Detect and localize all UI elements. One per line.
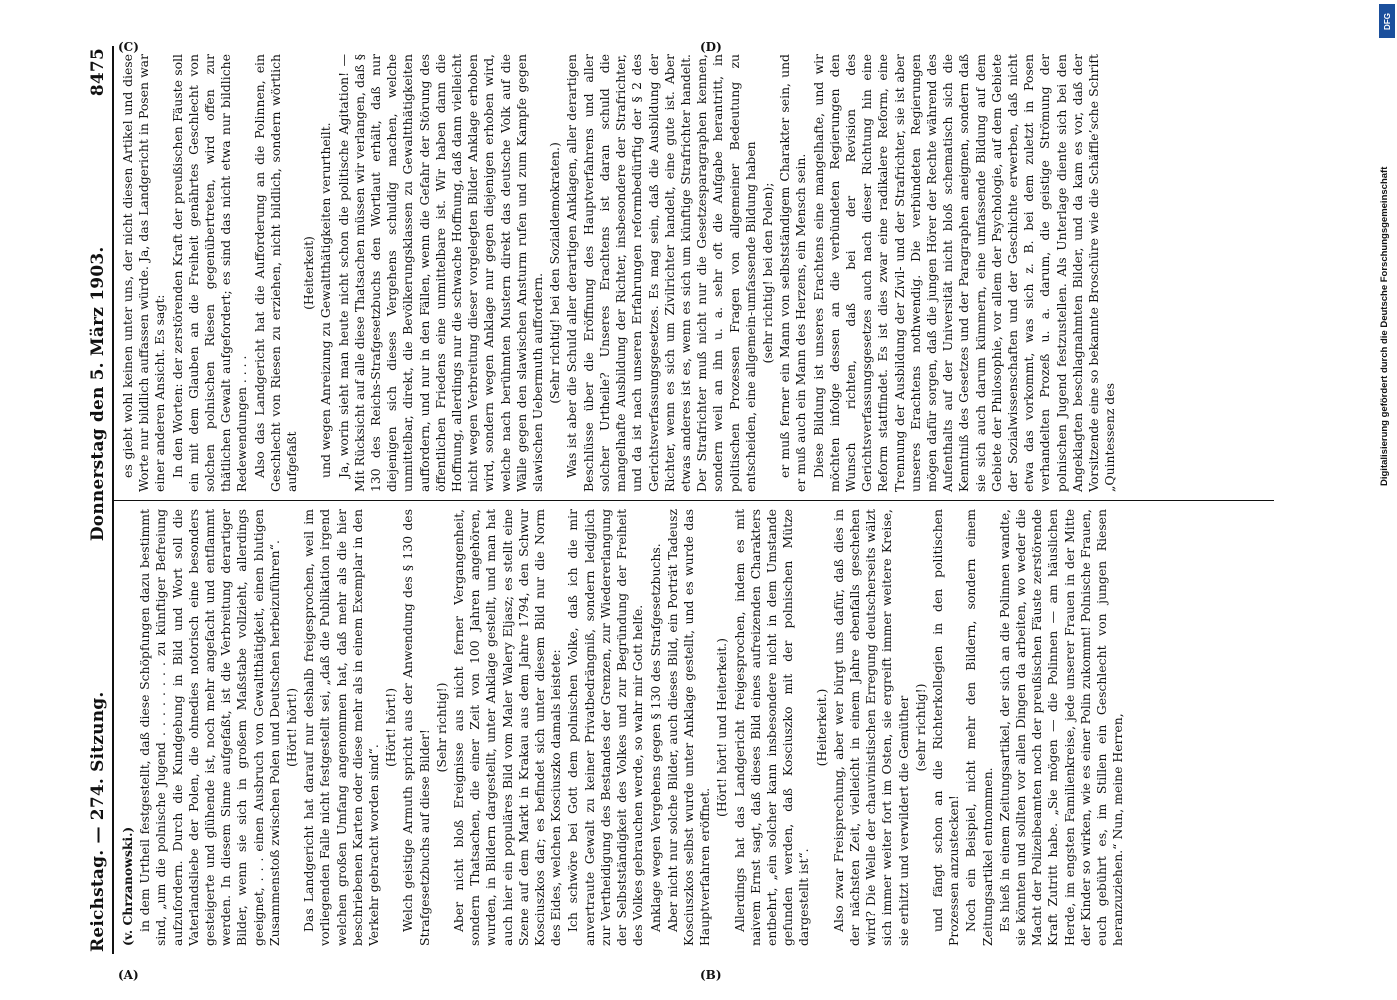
paragraph: und fängt schon an die Richterkollegien in den politischen Prozessen anzustecken! <box>929 509 962 946</box>
interjection: (sehr richtig! bei den Polen); <box>759 182 775 364</box>
interjection: (Hört! hört!) <box>383 687 399 768</box>
interjection: (Heiterkeit) <box>301 236 317 310</box>
paragraph: Das Landgericht hat darauf nur deshalb freigesprochen, weil im vorliegenden Falle nicht festgestellt sei, „daß die Publikation irgend welchen großen Umfang angenommen hat, daß mehr als die hier beschriebenen Karten oder diese mehr als in einem Exemplar in den Verkehr gebracht worden sind“. <box>301 509 382 946</box>
interjection: (Hört! hört! und Heiterkeit.) <box>714 638 730 817</box>
paragraph: Also das Landgericht hat die Aufforderung an die Polinnen, ein Geschlecht von Riesen zu erziehen, nicht bildlich, sondern wörtlich aufgefaßt <box>251 54 300 492</box>
header-left: Reichstag. — 274. Sitzung. <box>88 691 108 952</box>
paragraph: und wegen Anreizung zu Gewaltthätigkeiten verurtheilt. <box>318 122 334 478</box>
text-columns <box>114 46 1274 954</box>
interjection: (Hört! hört!) <box>284 687 300 768</box>
interjection: (sehr richtig!) <box>912 683 928 772</box>
dfg-logo: DFG <box>1379 4 1395 38</box>
paragraph: Aber nicht bloß Ereignisse aus nicht ferner Vergangenheit, sondern Thatsachen, die einer Zeit von 100 Jahren angehören, wurden, in Bildern dargestellt, unter Anklage gestellt, und man hat auch hier ein populäres Bild vom Maler Walery Eljasz; es stellt eine Szene auf dem Markt in Krakau aus dem Jahre 1794, den Schwur Kosciuszkos dar; es befindet sich unter diesem Bild nur die Norm des Eides, welchen Kosciuszko damals leistete: <box>451 509 564 946</box>
header-date: Donnerstag den 5. März 1903. <box>88 246 108 542</box>
paragraph: Allerdings hat das Landgericht freigesprochen, indem es mit naivem Ernst sagt, daß dieses Bild eines aufreizenden Charakters entbehrt, „ein solcher kann insbesondere nicht in dem Umstande gefunden werden, daß Kosciuszko mit der polnischen Mütze dargestellt ist“. <box>731 509 812 946</box>
paragraph: Aber nicht nur solche Bilder, auch dieses Bild, ein Porträt Tadeusz Kosciuszkos selbst wurde unter Anklage gestellt, und es wurde das Hauptverfahren eröffnet. <box>664 509 713 946</box>
left-column <box>114 500 1274 954</box>
paragraph: er muß ferner ein Mann von selbstständigem Charakter sein, und er muß auch ein Mann des Herzens, ein Mensch sein. <box>777 54 809 492</box>
margin-letter-c: (C) <box>118 40 139 54</box>
interjection: (Sehr richtig! bei den Sozialdemokraten.) <box>547 142 563 404</box>
interjection: (Sehr richtig!) <box>433 682 449 773</box>
speaker-name: (v. Chrzanowski.) <box>120 826 135 946</box>
header-page-number: 8475 <box>88 48 108 97</box>
margin-letter-d: (D) <box>700 40 722 54</box>
paragraph: In den Worten: der zerstörenden Kraft der preußischen Fäuste soll ein mit dem Glauben an die Freiheit genährtes Geschlecht von solchen polnischen Riesen gegenübertreten, wird offen zur thätlichen Gewalt aufgefordert; es sind das nicht etwa nur bildliche Redewendungen . . . . <box>169 54 250 492</box>
paragraph: Noch ein Beispiel, nicht mehr den Bildern, sondern einem Zeitungsartikel entnommen. <box>963 509 995 946</box>
paragraph: Also zwar Freisprechung, aber wer bürgt uns dafür, daß dies in der nächsten Zeit, vielleicht in einem Jahre ebenfalls geschehen wird? Die Welle der chauvinistischen Erregung deutscherseits wälzt sich immer weiter fort im Osten, sie ergreift immer weitere Kreise, sie erhitzt und verwildert die Gemüther <box>830 509 911 946</box>
rotated-page-area <box>84 40 1304 960</box>
newspaper-page <box>84 40 1304 960</box>
dfg-funding-note: Digitalisierung gefördert durch die Deutsche Forschungsgemeinschaft <box>1379 166 1390 486</box>
paragraph: es giebt wohl keinen unter uns, der nicht diesen Artikel und diese Worte nur bildlich auffassen würde. Ja, das Landgericht in Posen war einer anderen Ansicht. Es sagt: <box>120 54 168 492</box>
paragraph: Diese Bildung ist unseres Erachtens eine mangelhafte, und wir möchten infolge dessen an die verbündeten Regierungen den Wunsch richten, daß bei der Revision des Gerichtsverfassungsgesetzes auch nach dieser Richtung hin eine Reform stattfindet. Es ist dies zwar eine radikalere Reform, eine Trennung der Ausbildung der Zivil- und der Strafrichter, sie ist aber unseres Erachtens nothwendig. Die verbündeten Regierungen mögen dafür sorgen, daß die jungen Hörer der Rechte während des Aufenthalts auf der Universität nicht bloß schematisch sich die Kenntniß des Gesetzes und der Paragraphen aneignen, sondern daß sie sich auch darum kümmern, eine umfassende Bildung auf dem Gebiete der Philosophie, vor allem der Psychologie, auf dem Gebiete der Sozialwissenschaften und der Geschichte erwerben, daß nicht etwa das vorkommt, was sich z. B. bei dem zuletzt in Posen verhandelten Prozeß u. a. darum, die geistige Strömung der polnischen Jugend festzustellen. Als Unterlage diente sich bei den Angeklagten beschlagnahmten Bilder, und da kam es vor, daß der Vorsitzende eine so bekannte Broschüre wie die Schäffle’sche Schrift „Quintessenz des <box>810 54 1118 492</box>
running-head <box>84 46 114 954</box>
paragraph: Was ist aber die Schuld aller derartigen Anklagen, aller derartigen Beschlüsse über die Eröffnung des Hauptverfahrens und aller solcher Urtheile? Unseres Erachtens ist daran schuld die mangelhafte Ausbildung der Richter, insbesondere der Strafrichter, und da ist nach unseren Erfahrungen reformbedürftig der § 2 des Gerichtsverfassungsgesetzes. Es mag sein, daß die Ausbildung der Richter, wenn es sich um Zivilrichter handelt, eine gute ist. Aber etwas anderes ist es, wenn es sich um künftige Strafrichter handelt. Der Strafrichter muß nicht nur die Gesetzesparagraphen kennen, sondern weil an ihn u. a. sehr oft die Aufgabe herantritt, in politischen Prozessen Fragen von allgemeiner Bedeutung zu entscheiden, eine allgemein-umfassende Bildung haben <box>564 54 758 492</box>
paragraph: Ich schwöre bei Gott dem polnischen Volke, daß ich die mir anvertraute Gewalt zu keiner Privatbedrängniß, sondern lediglich zur Vertheidigung des Bestandes der Grenzen, zur Wiedererlangung der Selbstständigkeit des Volkes und zur Begründung der Freiheit des Volkes gebrauchen werde, so wahr mir Gott helfe. <box>565 509 646 946</box>
paragraph: Welch geistige Armuth spricht aus der Anwendung des § 130 des Strafgesetzbuchs auf diese Bilder! <box>400 509 432 946</box>
margin-letter-a: (A) <box>118 968 139 982</box>
right-column <box>114 46 1274 500</box>
paragraph: in dem Urtheil festgestellt, daß diese Schöpfungen dazu bestimmt sind, „um die polnische Jugend . . . . . . . . zu künftiger Befreiung aufzufordern. Durch die Kundgebung in Bild und Wort soll die Vaterlandsliebe der Polen, die ohnedies notorisch eine besonders gesteigerte und glühende ist, noch mehr angefacht und entflammt werden. In diesem Sinne aufgefaßt, ist die Verbreitung derartiger Bilder, wenn sie sich in großem Maßstabe vollzieht, allerdings geeignet, . . . einen Ausbruch von Gewaltthätigkeit, einen blutigen Zusammenstoß zwischen Polen und Deutschen herbeizuführen“. <box>137 509 282 946</box>
paragraph: Anklage wegen Vergehens gegen § 130 des Strafgesetzbuchs. <box>647 543 663 932</box>
paragraph: Es hieß in einem Zeitungsartikel, der sich an die Polinnen wandte, sie könnten und sollten vor allen Dingen da arbeiten, wo weder die Macht der Polizeibeamten noch der preußischen Fäuste zerstörende Kraft Zutritt habe. „Sie mögen — die Polinnen — am häuslichen Herde, im engsten Familienkreise, jede unserer Frauen in der Mitte der Kinder so wirken, wie es einer Polin zukommt! Polnische Frauen, euch gebührt es, im Stillen ein Geschlecht von jungen Riesen heranzuziehen.“ Nun, meine Herren, <box>996 509 1126 946</box>
interjection: (Heiterkeit.) <box>813 688 829 767</box>
margin-letter-b: (B) <box>700 968 722 982</box>
paragraph: Ja, worin sieht man heute nicht schon die politische Agitation! — Mit Rücksicht auf alle diese Thatsachen müssen wir verlangen, daß § 130 des Reichs-Strafgesetzbuchs den Wortlaut erhält, daß nur diejenigen sich dieses Vergehens schuldig machen, welche unmittelbar, direkt, die Bevölkerungsklassen zu Gewaltthätigkeiten auffordern, und nur in den Fällen, wenn die Gefahr der Störung des öffentlichen Friedens eine unmittelbare ist. Wir haben dann die Hoffnung, allerdings nur die schwache Hoffnung, daß dann vielleicht nicht wegen Verbreitung dieser vorgelegten Bilder Anklage erhoben wird, sondern wegen Anklage nur gegen diejenigen erhoben wird, welche nach berühmten Mustern direkt das deutsche Volk auf die Wälle gegen den slawischen Ansturm rufen und zum Kampfe gegen slawischen Uebermuth auffordern. <box>335 54 546 492</box>
